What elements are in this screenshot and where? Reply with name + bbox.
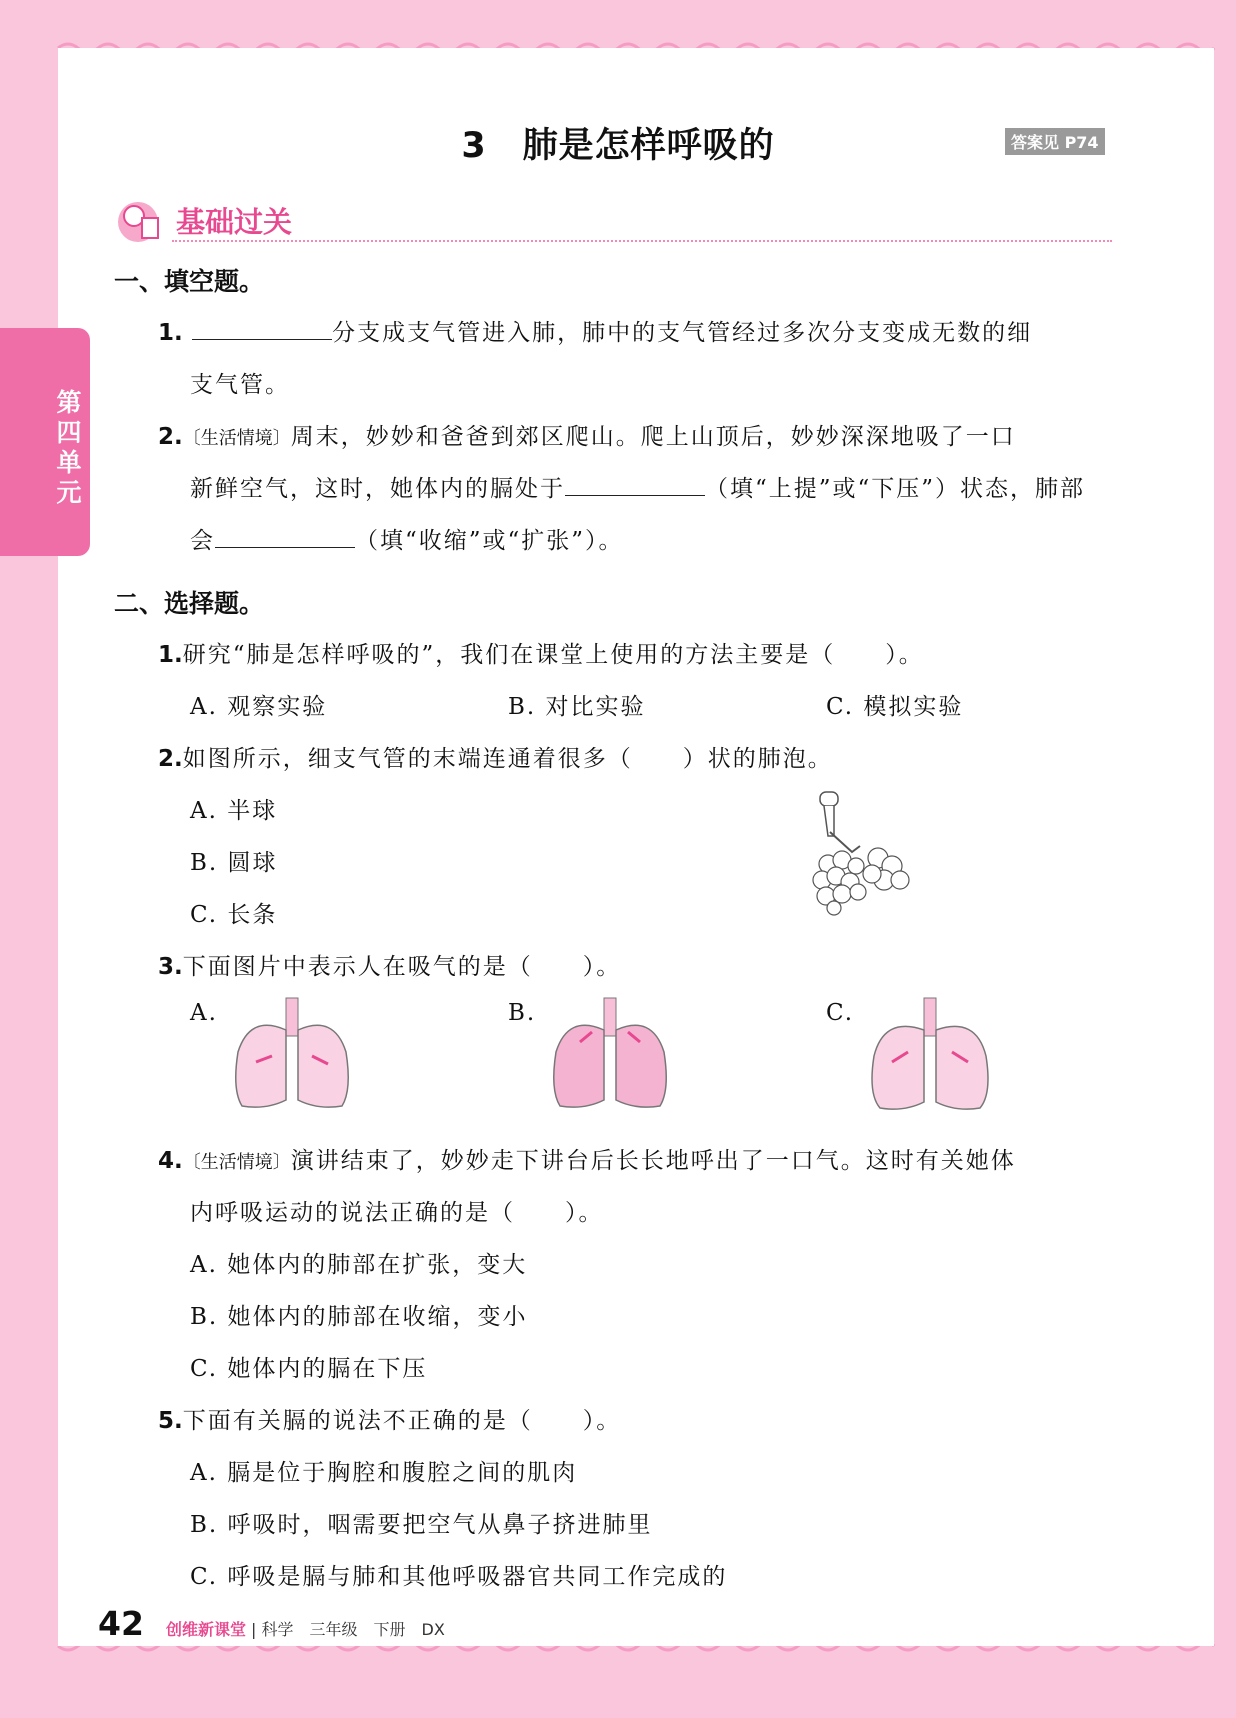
question-text: （填“收缩”或“扩张”）。 (355, 528, 624, 554)
option-b[interactable]: B. 圆球 (190, 850, 278, 876)
question-1-2 (158, 418, 1016, 451)
question-text: （填“上提”或“下压”）状态，肺部 (705, 476, 1086, 502)
question-2-4-cont: 内呼吸运动的说法正确的是（ ）。 (190, 1200, 604, 1226)
page-title: 3 肺是怎样呼吸的 (461, 126, 775, 166)
question-2-4 (158, 1142, 1016, 1175)
option-b[interactable]: B. 她体内的肺部在收缩，变小 (190, 1304, 528, 1330)
option-c[interactable]: C. 长条 (190, 902, 278, 928)
option-c[interactable]: C. 呼吸是膈与肺和其他呼吸器官共同工作完成的 (190, 1564, 728, 1590)
question-text: 会 (190, 528, 215, 554)
question-number: 4. (158, 1148, 183, 1174)
question-1-2-line3 (190, 522, 624, 555)
context-tag: 〔生活情境〕 (182, 428, 291, 449)
book-info: | 科学 三年级 下册 DX (251, 1620, 445, 1639)
page-footer (98, 1604, 445, 1643)
brand-name: 创维新课堂 (165, 1620, 246, 1639)
question-number: 2. (158, 746, 183, 772)
answer-reference: 答案见 P74 (1005, 128, 1105, 155)
alveoli-illustration (800, 788, 930, 918)
answer-blank[interactable] (565, 473, 705, 496)
question-text: 新鲜空气，这时，她体内的膈处于 (190, 476, 565, 502)
question-number: 1. (158, 642, 183, 668)
context-tag: 〔生活情境〕 (182, 1152, 291, 1173)
question-text: 下面图片中表示人在吸气的是（ ）。 (182, 954, 622, 980)
option-a[interactable]: A. 她体内的肺部在扩张，变大 (190, 1252, 528, 1278)
question-text: 周末，妙妙和爸爸到郊区爬山。爬上山顶后，妙妙深深地吸了一口 (290, 424, 1016, 450)
section-divider (172, 240, 1112, 242)
question-number: 3. (158, 954, 183, 980)
question-1-1 (158, 314, 1032, 347)
question-2-2 (158, 740, 833, 773)
question-number: 5. (158, 1408, 183, 1434)
question-2-5 (158, 1402, 621, 1435)
option-a[interactable]: A. 膈是位于胸腔和腹腔之间的肌肉 (190, 1460, 578, 1486)
option-a[interactable]: A. (190, 1000, 218, 1026)
lungs-illustration-b (546, 996, 676, 1116)
option-c[interactable]: C. 她体内的膈在下压 (190, 1356, 428, 1382)
question-text: 如图所示，细支气管的末端连通着很多（ ）状的肺泡。 (182, 746, 833, 772)
part1-heading: 一、填空题。 (114, 267, 265, 296)
part2-heading: 二、选择题。 (114, 589, 265, 618)
question-1-2-line2 (190, 470, 1085, 503)
mascot-icon (112, 196, 172, 246)
question-1-1-cont: 支气管。 (190, 372, 290, 398)
option-b[interactable]: B. (508, 1000, 537, 1026)
page-number: 42 (98, 1604, 144, 1643)
lungs-illustration-a (228, 996, 358, 1116)
question-number: 2. (158, 424, 183, 450)
lungs-illustration-c (866, 996, 996, 1116)
section-label: 基础过关 (176, 205, 293, 239)
question-text: 分支成支气管进入肺，肺中的支气管经过多次分支变成无数的细 (332, 320, 1033, 346)
option-b[interactable]: B. 对比实验 (508, 694, 646, 720)
option-c[interactable]: C. (826, 1000, 855, 1026)
option-a[interactable]: A. 观察实验 (190, 694, 328, 720)
answer-blank[interactable] (192, 317, 332, 340)
section-header (112, 196, 1112, 246)
option-c[interactable]: C. 模拟实验 (826, 694, 964, 720)
answer-blank[interactable] (215, 525, 355, 548)
question-2-3 (158, 948, 621, 981)
unit-side-tab-label: 第四单元 (56, 388, 82, 507)
option-b[interactable]: B. 呼吸时，咽需要把空气从鼻子挤进肺里 (190, 1512, 653, 1538)
question-2-1 (158, 636, 924, 669)
option-a[interactable]: A. 半球 (190, 798, 278, 824)
question-number: 1. (158, 320, 183, 346)
question-text: 研究“肺是怎样呼吸的”，我们在课堂上使用的方法主要是（ ）。 (182, 642, 924, 668)
question-text: 演讲结束了，妙妙走下讲台后长长地呼出了一口气。这时有关她体 (290, 1148, 1016, 1174)
question-text: 下面有关膈的说法不正确的是（ ）。 (182, 1408, 622, 1434)
